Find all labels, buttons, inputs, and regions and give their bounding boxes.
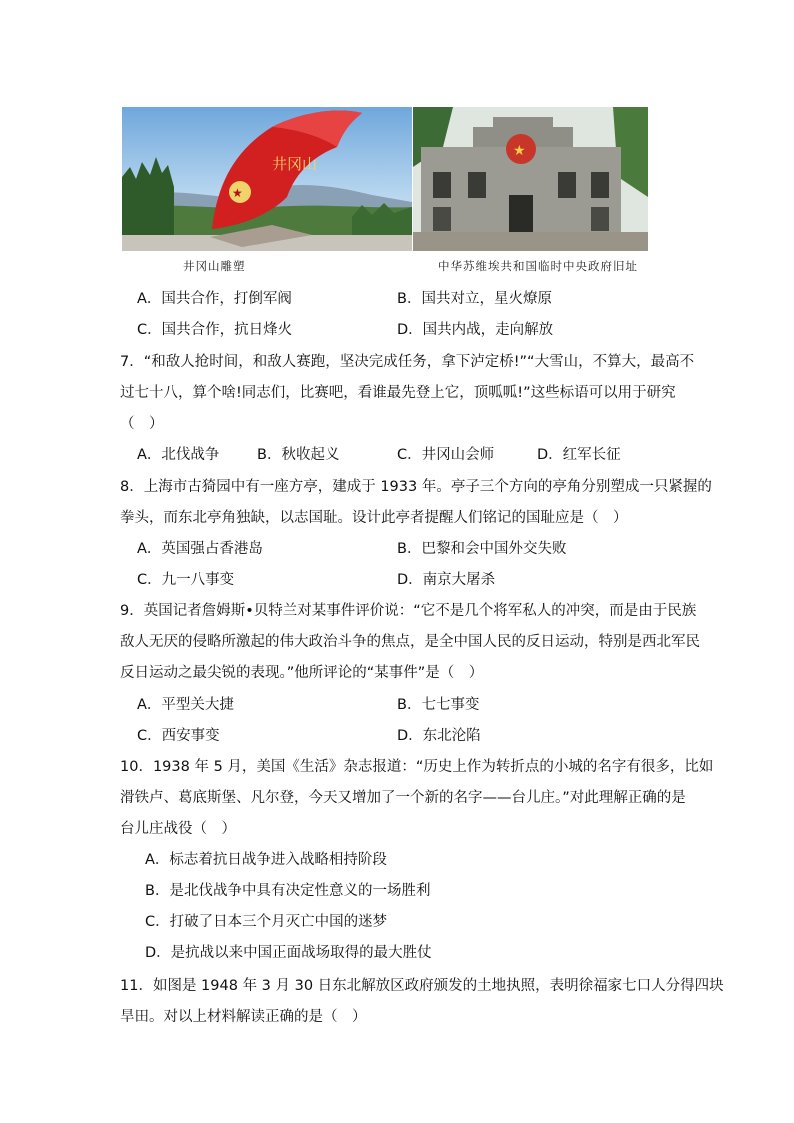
q10-option-b[interactable]: B．是北伐战争中具有决定性意义的一场胜利 (145, 883, 431, 899)
q9-option-c[interactable]: C．西安事变 (137, 728, 220, 744)
q7-option-c[interactable]: C．井冈山会师 (397, 447, 495, 463)
q6-option-b[interactable]: B．国共对立，星火燎原 (397, 291, 552, 307)
q10-option-c[interactable]: C．打破了日本三个月灭亡中国的迷梦 (145, 914, 388, 930)
q9-stem-line-3: 反日运动之最尖锐的表现。”他所评论的“某事件”是（ ） (120, 665, 484, 681)
provisional-government-site-photo (413, 107, 648, 251)
q7-stem-line-1: 7．“和敌人抢时间，和敌人赛跑，坚决完成任务，拿下泸定桥!”“大雪山，不算大，最高不 (120, 354, 695, 370)
q10-option-d[interactable]: D．是抗战以来中国正面战场取得的最大胜仗 (145, 945, 432, 961)
q7-option-a[interactable]: A．北伐战争 (137, 447, 220, 463)
q11-stem-line-2: 旱田。对以上材料解读正确的是（ ） (120, 1009, 367, 1025)
sculpture-star-glyph: ★ (232, 186, 243, 200)
building-star-glyph: ★ (513, 143, 526, 159)
q6-option-d[interactable]: D．国共内战，走向解放 (397, 322, 554, 338)
q7-option-d[interactable]: D．红军长征 (537, 447, 621, 463)
q7-option-b[interactable]: B．秋收起义 (257, 447, 340, 463)
q8-option-c[interactable]: C．九一八事变 (137, 572, 235, 588)
jinggangshan-sculpture-photo (122, 107, 412, 251)
q8-stem-line-1: 8．上海市古猗园中有一座方亭，建成于 1933 年。亭子三个方向的亭角分别塑成一只紧握的 (120, 479, 712, 495)
q9-stem-line-1: 9．英国记者詹姆斯•贝特兰对某事件评价说：“它不是几个将军私人的冲突，而是由于民族 (120, 603, 697, 619)
q8-option-d[interactable]: D．南京大屠杀 (397, 572, 496, 588)
q10-stem-line-2: 滑铁卢、葛底斯堡、凡尔登，今天又增加了一个新的名字——台儿庄。”对此理解正确的是 (120, 790, 686, 806)
q10-stem-line-1: 10．1938 年 5 月，美国《生活》杂志报道：“历史上作为转折点的小城的名字有很多，比如 (120, 759, 714, 775)
q9-stem-line-2: 敌人无厌的侵略所激起的伟大政治斗争的焦点，是全中国人民的反日运动，特别是西北军民 (120, 634, 700, 650)
q8-option-a[interactable]: A．英国强占香港岛 (137, 541, 263, 557)
q7-stem-line-2: 过七十八，算个啥!同志们，比赛吧，看谁最先登上它，顶呱呱!”这些标语可以用于研究 (120, 385, 676, 401)
q10-option-a[interactable]: A．标志着抗日战争进入战略相持阶段 (145, 852, 387, 868)
q9-option-d[interactable]: D．东北沦陷 (397, 728, 481, 744)
sculpture-illustration (122, 107, 412, 251)
sculpture-text: 井冈山 (272, 155, 318, 173)
q9-option-b[interactable]: B．七七事变 (397, 697, 480, 713)
q8-stem-line-2: 拳头，而东北亭角独缺，以志国耻。设计此亭者提醒人们铭记的国耻应是（ ） (120, 510, 628, 526)
q7-stem-line-3: （ ） (120, 416, 164, 432)
q9-option-a[interactable]: A．平型关大捷 (137, 697, 234, 713)
image-caption-left: 井冈山雕塑 (183, 259, 246, 273)
q6-option-a[interactable]: A．国共合作，打倒军阀 (137, 291, 292, 307)
q10-stem-line-3: 台儿庄战役（ ） (120, 821, 236, 837)
q6-option-c[interactable]: C．国共合作，抗日烽火 (137, 322, 293, 338)
q11-stem-line-1: 11．如图是 1948 年 3 月 30 日东北解放区政府颁发的土地执照，表明徐福家七口人分得四块 (120, 978, 724, 994)
q8-option-b[interactable]: B．巴黎和会中国外交失败 (397, 541, 567, 557)
image-caption-right: 中华苏维埃共和国临时中央政府旧址 (438, 259, 638, 273)
building-illustration (413, 107, 648, 251)
